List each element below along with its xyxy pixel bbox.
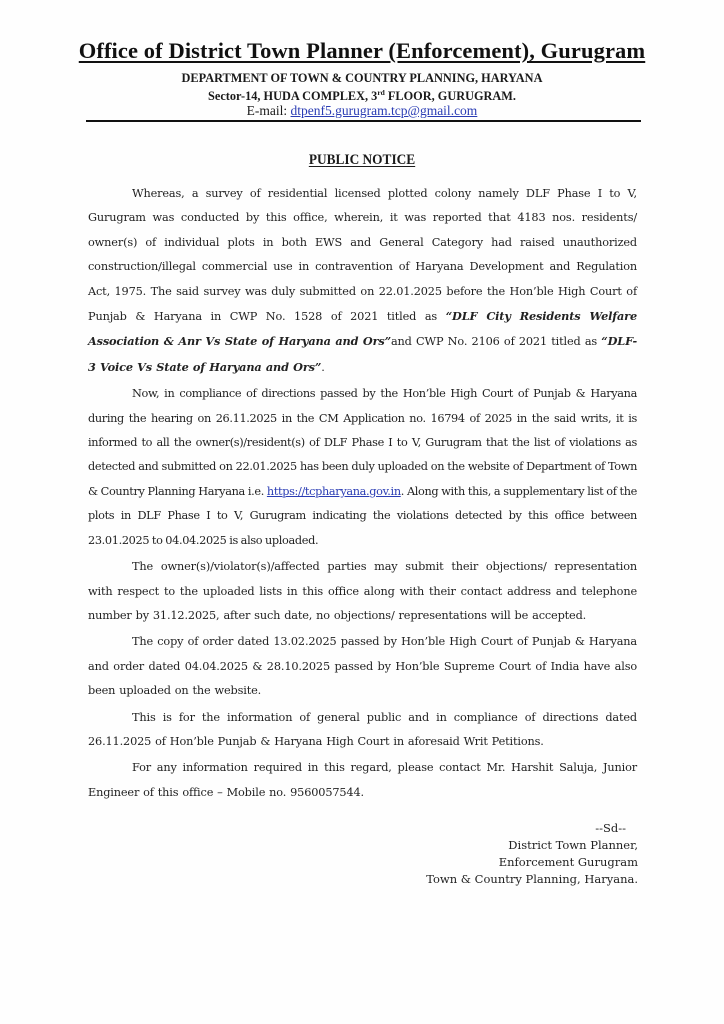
signature-block — [426, 820, 638, 888]
signatory-designation: District Town Planner, — [508, 838, 638, 852]
website-link[interactable]: https://tcpharyana.gov.in — [266, 484, 401, 498]
paragraph-objections: The owner(s)/violator(s)/affected parties may submit their objections/ representation with respect to the uploaded lists in this office along with their contact address and telephone number by 31.12.2025, after such date, no objections/ representations will be accepted. — [88, 560, 637, 622]
notice-title: PUBLIC NOTICE — [308, 152, 416, 168]
paragraph-survey — [88, 182, 637, 380]
office-title: Office of District Town Planner (Enforcement), Gurugram — [78, 38, 646, 63]
address-superscript: rd — [377, 88, 385, 97]
email-label: E-mail: — [246, 103, 291, 118]
paragraph-information: This is for the information of general public and in compliance of directions dated 26.11.2025 of Hon’ble Punjab & Haryana High Court in aforesaid Writ Petitions. — [88, 710, 637, 748]
paragraph-text: . Along with this, a supplementary list of the plots in DLF Phase I to V, Gurugram indicating the violations detected by this office between 23.01.2025 to 04.04.2025 is also uploaded. — [88, 484, 637, 547]
case-title-2: “DLF-3 Voice Vs State of Haryana and Ors” — [88, 334, 637, 374]
email-link[interactable]: dtpenf5.gurugram.tcp@gmail.com — [290, 103, 478, 118]
notice-body — [88, 182, 637, 807]
signed-mark: --Sd-- — [595, 821, 626, 835]
paragraph-text: and CWP No. 2106 of 2021 titled as — [390, 335, 602, 349]
header-divider — [86, 120, 641, 122]
address-part: Sector-14, HUDA COMPLEX, 3 — [208, 89, 378, 104]
paragraph-text: . — [321, 360, 325, 374]
department-name: DEPARTMENT OF TOWN & COUNTRY PLANNING, HARYANA — [181, 71, 543, 85]
paragraph-orders: The copy of order dated 13.02.2025 passed by Hon’ble High Court of Punjab & Haryana and order dated 04.04.2025 & 28.10.2025 passed by Hon’ble Supreme Court of India have also been uploaded on the website. — [88, 635, 637, 698]
paragraph-text: Now, in compliance of directions passed by the Hon’ble High Court of Punjab & Haryana during the hearing on 26.11.2025 in the CM Application no. 16794 of 2025 in the said writs, it is informed to all the owner(s)/resident(s) of DLF Phase I to V, Gurugram that the list of violations as detected and submitted on 22.01.2025 has been duly uploaded on the website of Department of Town & Country Planning Haryana i.e. — [88, 387, 637, 498]
signatory-department: Town & Country Planning, Haryana. — [426, 872, 638, 886]
signatory-office: Enforcement Gurugram — [498, 855, 638, 869]
case-title-1: “DLF City Residents Welfare Association & Anr Vs State of Haryana and Ors” — [88, 309, 637, 349]
office-email — [0, 103, 724, 119]
paragraph-contact: For any information required in this regard, please contact Mr. Harshit Saluja, Junior Engineer of this office – Mobile no. 9560057544. — [88, 761, 637, 799]
office-address — [0, 88, 724, 104]
address-part: FLOOR, GURUGRAM. — [384, 89, 516, 104]
paragraph-text: Whereas, a survey of residential licensed plotted colony namely DLF Phase I to V, Gurugram was conducted by this office, wherein, it was reported that 4183 nos. residents/ owner(s) of individual plots in both EWS and General Category had raised unauthorized construction/illegal commercial use in contravention of Haryana Development and Regulation Act, 1975. The said survey was duly submitted on 22.01.2025 before the Hon’ble High Court of Punjab & Haryana in CWP No. 1528 of 2021 titled as — [88, 187, 637, 324]
paragraph-compliance — [88, 382, 637, 553]
